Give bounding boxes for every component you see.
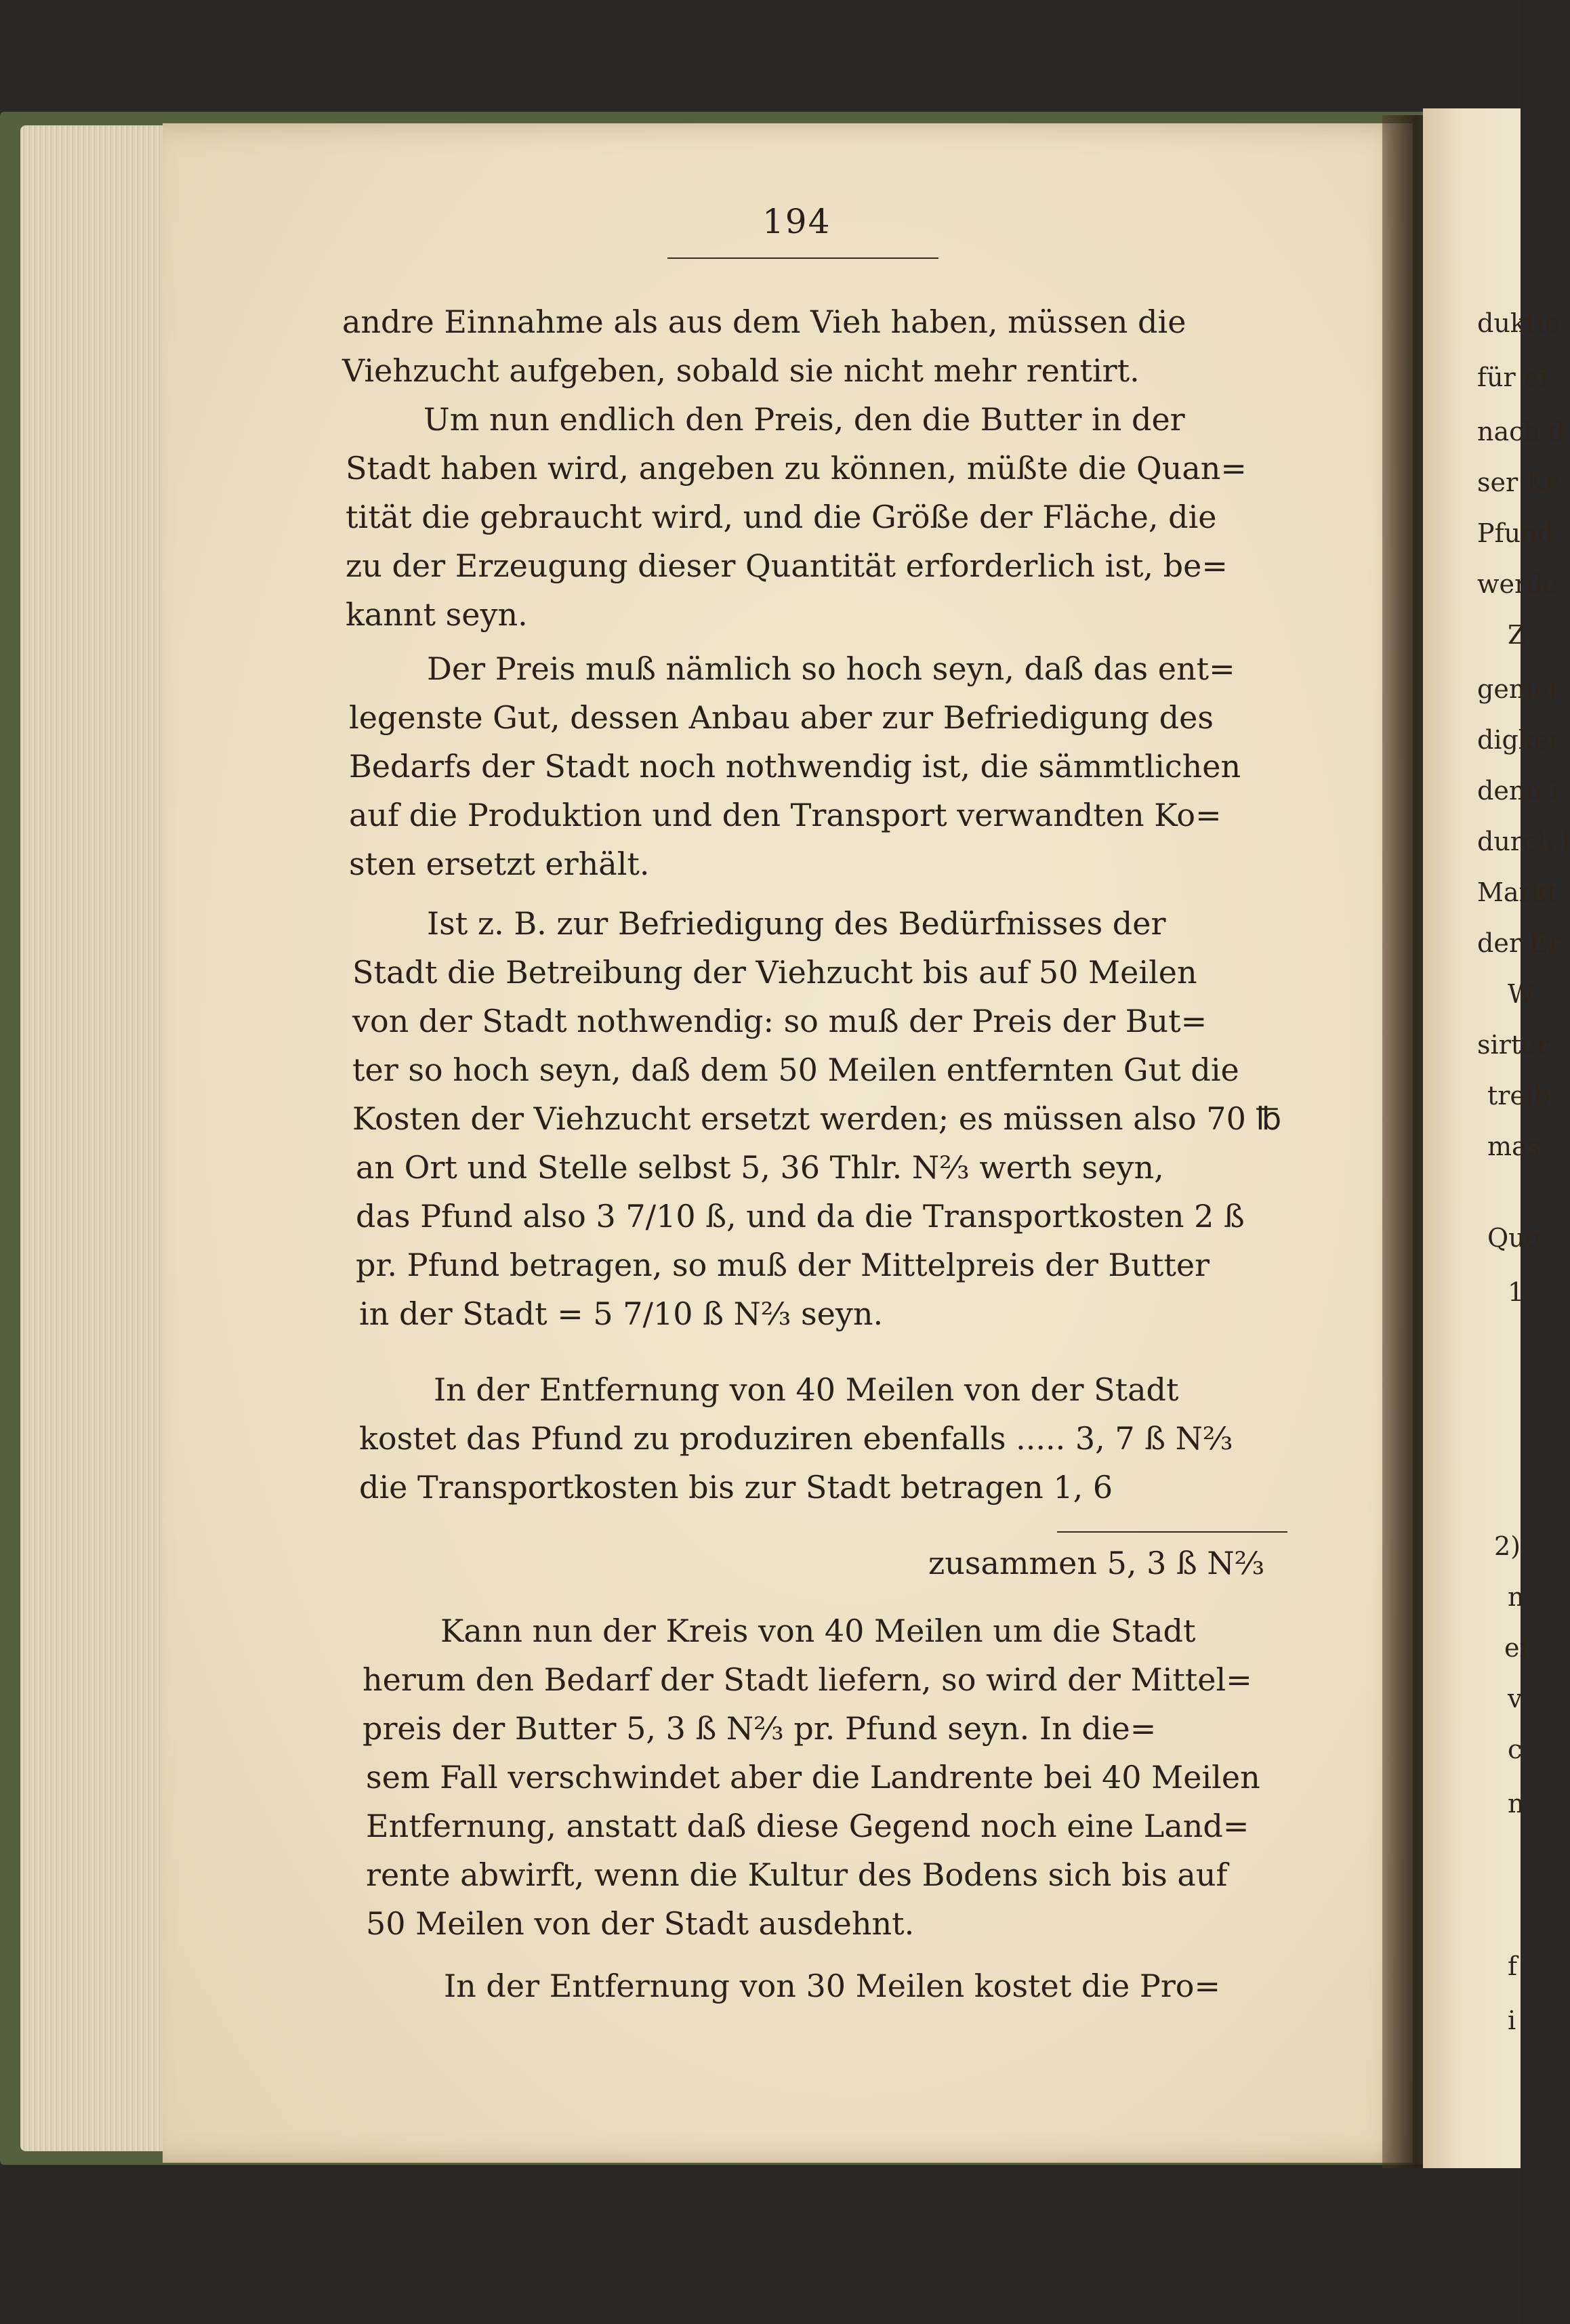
text-line: ter so hoch seyn, daß dem 50 Meilen entfernten Gut die bbox=[352, 1052, 1239, 1088]
text-line: rente abwirft, wenn die Kultur des Bodens sich bis auf bbox=[366, 1856, 1228, 1893]
sum-rule bbox=[1057, 1531, 1287, 1533]
facing-fragment: sirter bbox=[1477, 1030, 1549, 1060]
text-line: kannt seyn. bbox=[346, 596, 528, 633]
facing-fragment: digkei bbox=[1477, 725, 1558, 755]
facing-fragment: ei bbox=[1504, 1633, 1528, 1663]
facing-fragment: duktio bbox=[1477, 308, 1561, 338]
text-line: preis der Butter 5, 3 ß N⅔ pr. Pfund seyn. In die= bbox=[363, 1710, 1157, 1747]
facing-fragment: mas bbox=[1487, 1132, 1541, 1161]
text-line: von der Stadt nothwendig: so muß der Preis der But= bbox=[352, 1003, 1207, 1039]
facing-fragment: ser Kr bbox=[1477, 468, 1558, 497]
facing-fragment: Que bbox=[1487, 1223, 1541, 1253]
facing-fragment: v bbox=[1508, 1684, 1523, 1714]
facing-fragment: Markt bbox=[1477, 877, 1558, 907]
facing-fragment: i bbox=[1508, 2006, 1516, 2035]
text-line: sem Fall verschwindet aber die Landrente bei 40 Meilen bbox=[366, 1759, 1260, 1796]
facing-fragment: nach d bbox=[1477, 417, 1565, 447]
text-line: In der Entfernung von 30 Meilen kostet die Pro= bbox=[444, 1968, 1221, 2004]
text-line: In der Entfernung von 40 Meilen von der Stadt bbox=[434, 1371, 1179, 1408]
text-line: Stadt haben wird, angeben zu können, müßte die Quan= bbox=[346, 450, 1247, 486]
facing-fragment: treib bbox=[1487, 1081, 1550, 1111]
text-line: 50 Meilen von der Stadt ausdehnt. bbox=[366, 1905, 915, 1942]
page-number: 194 bbox=[762, 202, 831, 241]
facing-fragment: f bbox=[1508, 1951, 1518, 1981]
text-line: sten ersetzt erhält. bbox=[349, 846, 650, 882]
text-line: legenste Gut, dessen Anbau aber zur Befriedigung des bbox=[349, 699, 1214, 736]
text-line: tität die gebraucht wird, und die Größe der Fläche, die bbox=[346, 499, 1217, 535]
text-line: pr. Pfund betragen, so muß der Mittelpreis der Butter bbox=[356, 1247, 1210, 1283]
facing-fragment: der Er bbox=[1477, 928, 1561, 958]
text-line: andre Einnahme als aus dem Vieh haben, müssen die bbox=[342, 304, 1186, 340]
facing-fragment: werde bbox=[1477, 569, 1558, 599]
facing-fragment: n bbox=[1508, 1789, 1525, 1819]
facing-fragment: Pfund bbox=[1477, 518, 1554, 548]
text-line: die Transportkosten bis zur Stadt betragen 1, 6 bbox=[359, 1469, 1113, 1506]
text-line: Viehzucht aufgeben, sobald sie nicht mehr rentirt. bbox=[342, 352, 1140, 389]
text-line: zu der Erzeugung dieser Quantität erforderlich ist, be= bbox=[346, 547, 1228, 584]
text-line: Kosten der Viehzucht ersetzt werden; es müssen also 70 ℔ bbox=[352, 1100, 1282, 1137]
facing-fragment: für ei bbox=[1477, 362, 1548, 392]
text-line: Ist z. B. zur Befriedigung des Bedürfnisses der bbox=[427, 905, 1166, 942]
facing-fragment: c bbox=[1508, 1735, 1523, 1764]
page-edges bbox=[20, 125, 176, 2151]
text-line: in der Stadt = 5 7/10 ß N⅔ seyn. bbox=[359, 1295, 884, 1332]
text-line: das Pfund also 3 7/10 ß, und da die Transportkosten 2 ß bbox=[356, 1198, 1245, 1234]
sum-line: zusammen 5, 3 ß N⅔ bbox=[928, 1545, 1265, 1581]
facing-fragment: 1 bbox=[1508, 1277, 1525, 1307]
facing-fragment: 2) bbox=[1494, 1531, 1521, 1561]
text-line: Kann nun der Kreis von 40 Meilen um die Stadt bbox=[440, 1613, 1196, 1649]
facing-fragment: n bbox=[1508, 1582, 1525, 1612]
text-line: an Ort und Stelle selbst 5, 36 Thlr. N⅔ werth seyn, bbox=[356, 1149, 1164, 1186]
text-line: Um nun endlich den Preis, den die Butter in der bbox=[424, 401, 1185, 438]
text-line: Bedarfs der Stadt noch nothwendig ist, die sämmtlichen bbox=[349, 748, 1241, 785]
text-line: kostet das Pfund zu produziren ebenfalls ..... 3, 7 ß N⅔ bbox=[359, 1420, 1233, 1457]
facing-fragment: W bbox=[1508, 979, 1535, 1009]
text-line: herum den Bedarf der Stadt liefern, so wird der Mittel= bbox=[363, 1661, 1252, 1698]
facing-fragment: gemei bbox=[1477, 674, 1557, 704]
text-line: Entfernung, anstatt daß diese Gegend noch eine Land= bbox=[366, 1808, 1249, 1844]
facing-fragment: Z bbox=[1508, 620, 1526, 650]
text-line: Der Preis muß nämlich so hoch seyn, daß das ent= bbox=[427, 650, 1235, 687]
text-line: Stadt die Betreibung der Viehzucht bis auf 50 Meilen bbox=[352, 954, 1197, 991]
text-line: auf die Produktion und den Transport verwandten Ko= bbox=[349, 797, 1222, 833]
facing-fragment: denn i bbox=[1477, 776, 1558, 806]
header-rule bbox=[667, 257, 938, 259]
facing-fragment: durch i bbox=[1477, 827, 1570, 856]
